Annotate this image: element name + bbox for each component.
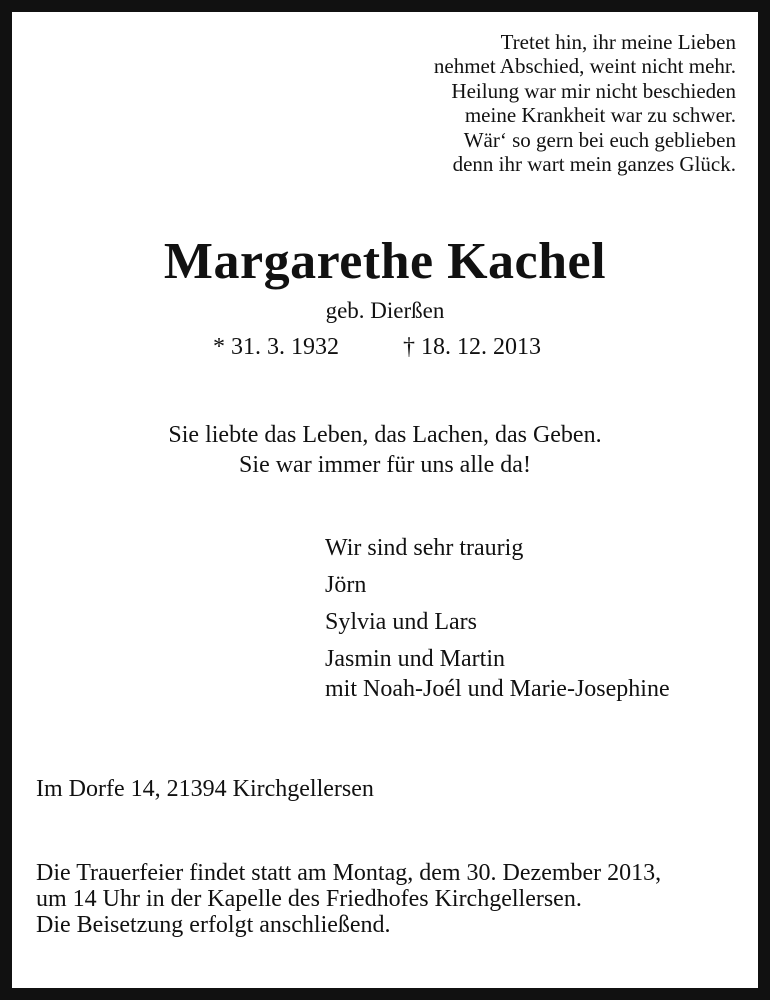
saying-line: Sie liebte das Leben, das Lachen, das Geben. <box>168 422 602 448</box>
mourner-name: mit Noah-Joél und Marie-Josephine <box>325 676 670 702</box>
poem-line: nehmet Abschied, weint nicht mehr. <box>433 54 736 79</box>
mourners-intro: Wir sind sehr traurig <box>325 535 524 561</box>
death-date: † 18. 12. 2013 <box>403 334 541 360</box>
mourners-block <box>325 533 670 704</box>
mourner-name: Sylvia und Lars <box>325 609 477 635</box>
mourner-name: Jörn <box>325 572 367 598</box>
family-address: Im Dorfe 14, 21394 Kirchgellersen <box>36 776 374 802</box>
poem <box>434 30 736 176</box>
funeral-line: um 14 Uhr in der Kapelle des Friedhofes Kirchgellersen. <box>36 886 582 912</box>
poem-line: denn ihr wart mein ganzes Glück. <box>452 152 736 177</box>
poem-line: Tretet hin, ihr meine Lieben <box>500 30 736 54</box>
birth-name: geb. Dierßen <box>325 298 445 323</box>
poem-line: Wär‘ so gern bei euch geblieben <box>463 127 736 152</box>
memorial-saying <box>0 420 770 480</box>
mourner-name: Jasmin und Martin <box>325 646 505 672</box>
deceased-name: Margarethe Kachel <box>163 233 607 290</box>
funeral-line: Die Trauerfeier findet statt am Montag, dem 30. Dezember 2013, <box>36 860 662 886</box>
funeral-notice <box>36 860 661 938</box>
poem-line: Heilung war mir nicht beschieden <box>451 78 736 103</box>
saying-line: Sie war immer für uns alle da! <box>239 452 531 478</box>
poem-line: meine Krankheit war zu schwer. <box>464 103 736 128</box>
birth-date: * 31. 3. 1932 <box>213 334 339 360</box>
funeral-line: Die Beisetzung erfolgt anschließend. <box>36 912 391 938</box>
